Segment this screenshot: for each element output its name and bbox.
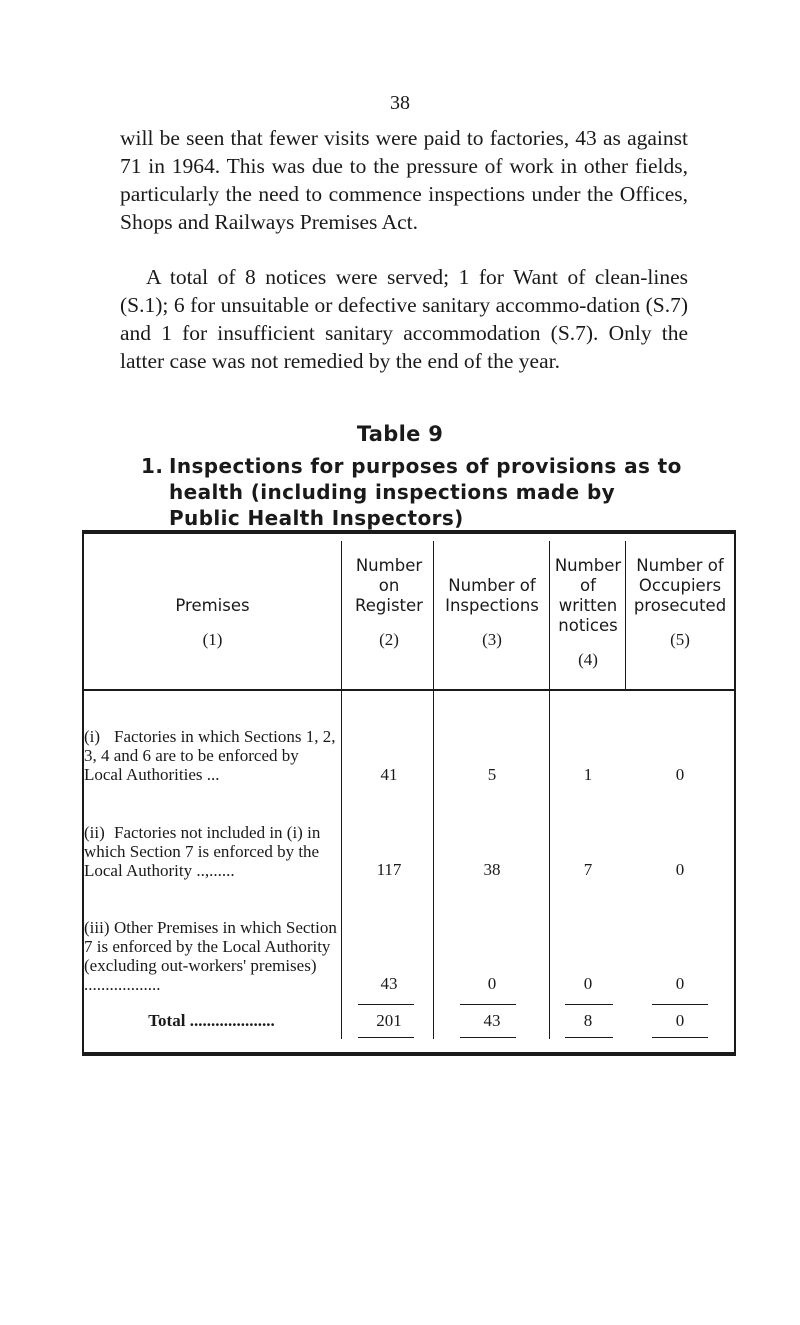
header-register: Number on Register (2) (355, 556, 423, 649)
paragraph-2: A total of 8 notices were served; 1 for Want of clean-lines (S.1); 6 for unsuitable or defective sanitary accommo-dation (S.7) and 1 for insufficient sanitary accommodation (S.7). Only the latter case was not remedied by the end of the year. (120, 265, 688, 373)
table-row-3-premises: (iii) Other Premises in which Section 7 is enforced by the Local Authority (excluding out-workers' premises) .................. (84, 918, 337, 994)
col-separator-3 (549, 541, 550, 1039)
table-row-3-prosecuted: 0 (675, 974, 685, 993)
total-overline-2 (358, 1004, 414, 1005)
paragraph-1: will be seen that fewer visits were paid to factories, 43 as against 71 in 1964. This was due to the pressure of work in other fields, particularly the need to commence inspections under the Offices, Shops and Railways Premises Act. (120, 126, 688, 234)
total-prosecuted: 0 (675, 1011, 685, 1030)
table-row-3-notices: 0 (583, 974, 593, 993)
table-row-2-prosecuted: 0 (675, 860, 685, 879)
page-number: 38 (390, 92, 410, 114)
table-heading-rest: health (including inspections made by Public Health Inspectors) (169, 480, 616, 530)
total-underline-5 (652, 1037, 708, 1038)
table-row-1-notices: 1 (583, 765, 593, 784)
table-top-rule (82, 530, 736, 534)
col-separator-1 (341, 541, 342, 1039)
total-overline-4 (565, 1004, 613, 1005)
total-label: Total .................... (148, 1011, 275, 1030)
table-heading-number: 1. (141, 454, 164, 478)
total-overline-3 (460, 1004, 516, 1005)
table-row-3-inspections: 0 (487, 974, 497, 993)
header-prosecuted: Number of Occupiers prosecuted (5) (633, 556, 727, 649)
table-row-1-inspections: 5 (487, 765, 497, 784)
total-underline-4 (565, 1037, 613, 1038)
total-register: 201 (376, 1011, 402, 1030)
table-row-2-register: 117 (376, 860, 402, 879)
table-row-2-notices: 7 (583, 860, 593, 879)
table-row-1-premises: (i) Factories in which Sections 1, 2, 3, 4 and 6 are to be enforced by Local Authorities ... (84, 727, 336, 784)
table-row-3-register: 43 (380, 974, 398, 993)
header-notices: Number of written notices (4) (554, 556, 622, 669)
total-overline-5 (652, 1004, 708, 1005)
header-premises: Premises (1) (175, 596, 250, 649)
col-separator-4 (625, 541, 626, 691)
total-inspections: 43 (483, 1011, 501, 1030)
header-separator (84, 689, 734, 691)
table-title: Table 9 (356, 422, 444, 446)
table-row-2-inspections: 38 (483, 860, 501, 879)
table-row-1-register: 41 (380, 765, 398, 784)
header-inspections: Number of Inspections (3) (445, 576, 539, 649)
total-underline-2 (358, 1037, 414, 1038)
table-heading-line-1: Inspections for purposes of provisions as to (169, 454, 682, 478)
total-underline-3 (460, 1037, 516, 1038)
table-row-1-prosecuted: 0 (675, 765, 685, 784)
col-separator-2 (433, 541, 434, 1039)
table-right-rule (734, 530, 736, 1056)
total-notices: 8 (583, 1011, 593, 1030)
table-bottom-rule (82, 1052, 736, 1056)
table-row-2-premises: (ii) Factories not included in (i) in which Section 7 is enforced by the Local Authority ..,...... (84, 823, 321, 880)
